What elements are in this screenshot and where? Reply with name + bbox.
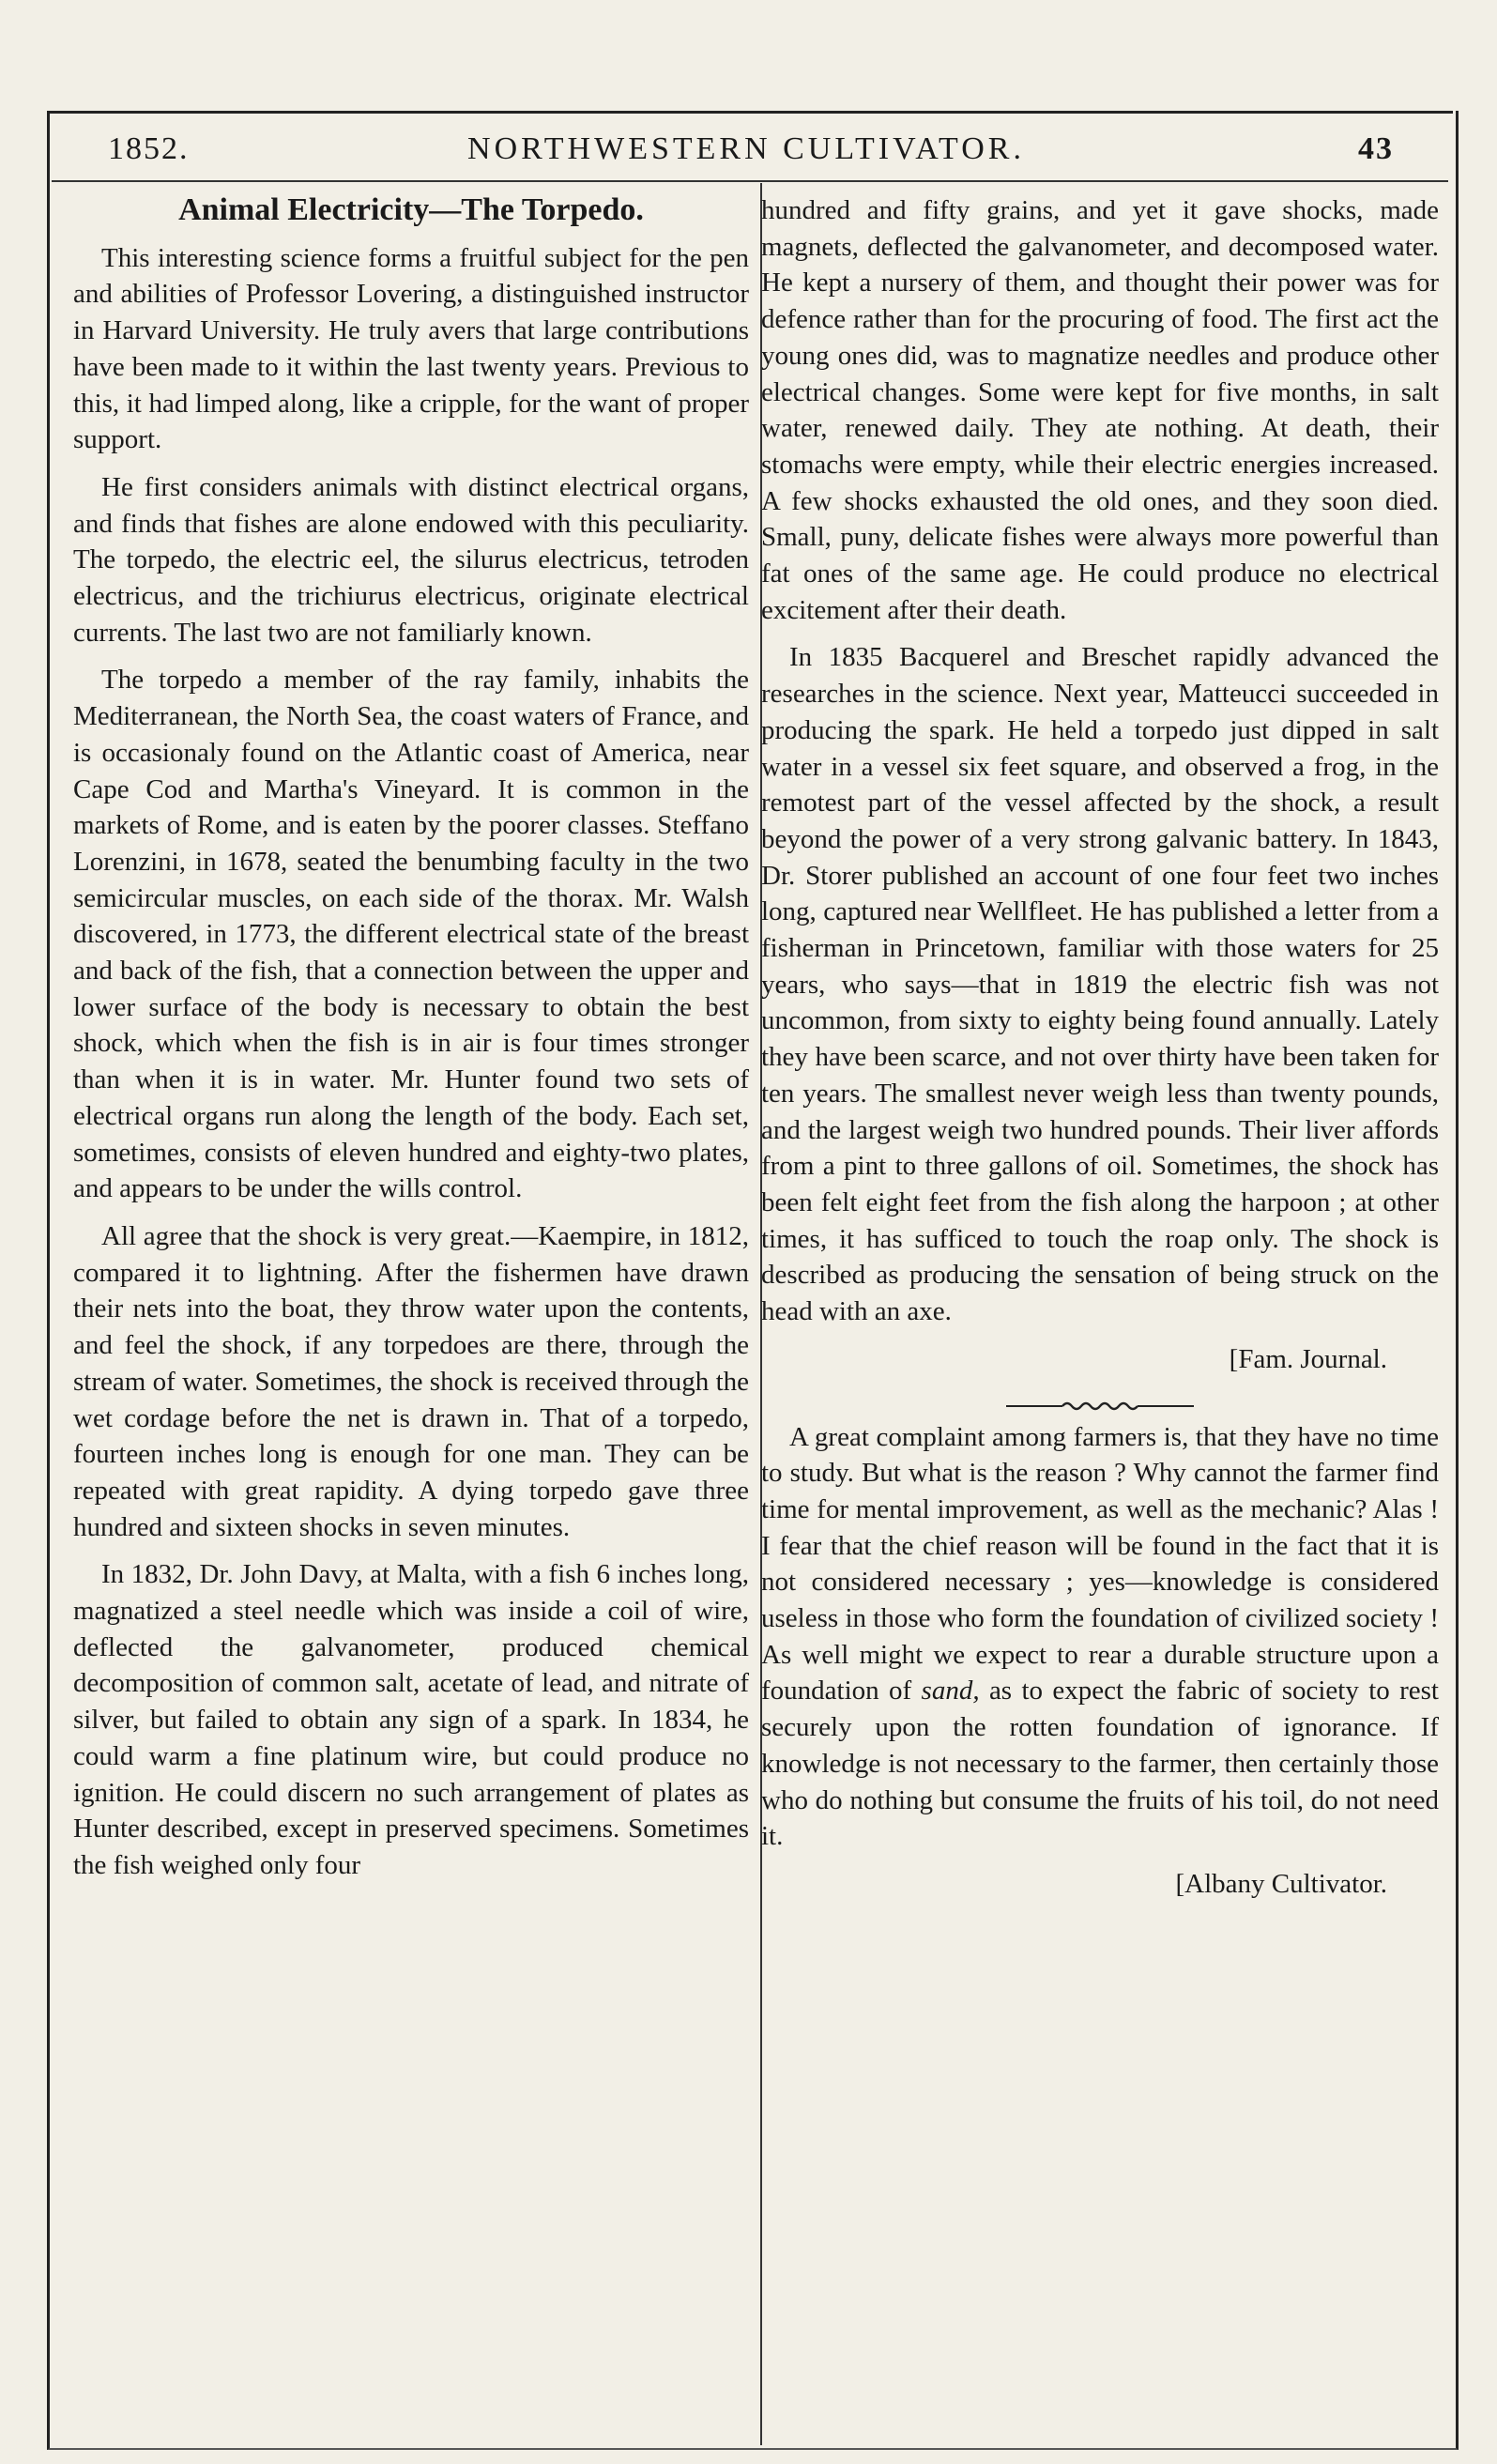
article-title: Animal Electricity—The Torpedo. (178, 192, 644, 227)
article-source: [Fam. Journal. (1229, 1343, 1387, 1374)
top-rule (47, 111, 1453, 114)
article2-paragraph (761, 1419, 1439, 1855)
header-page-number: 43 (1358, 131, 1394, 166)
header-publication: NORTHWESTERN CULTIVATOR. (467, 131, 1025, 166)
article-paragraph: This interesting science forms a fruitful subject for the pen and abilities of Professor Lovering, a distinguished instructor in Harvard University. He truly avers that large contributions have been made to it within the last twenty years. Previous to this, it had limped along, like a cripple, for the want of proper support. (73, 242, 749, 455)
article-paragraph: The torpedo a member of the ray family, inhabits the Mediterranean, the North Sea, the coast waters of France, and is occasionaly found on the Atlantic coast of America, near Cape Cod and Martha's Vineyard. It is common in the markets of Rome, and is eaten by the poorer classes. Steffano Lorenzini, in 1678, seated the benumbing faculty in the two semicircular muscles, on each side of the thorax. Mr. Walsh discovered, in 1773, the different electrical state of the breast and back of the fish, that a connection between the upper and lower surface of the body is necessary to obtain the best shock, which when the fish is in air is four times stronger than when it is in water. Mr. Hunter found two sets of electrical organs run along the length of the body. Each set, sometimes, consists of eleven hundred and eighty-two plates, and appears to be under the wills control. (73, 665, 749, 1204)
header-year: 1852. (108, 131, 190, 166)
section-divider-ornament (761, 1387, 1439, 1406)
article-paragraph: All agree that the shock is very great.—Kaempire, in 1812, compared it to lightning. After the fishermen have drawn their nets into the boat, they throw water upon the contents, and feel the shock, if any torpedoes are there, through the stream of water. Sometimes, the shock is received through the wet cordage before the net is drawn in. That of a torpedo, fourteen inches long is enough for one man. They can be repeated with great rapidity. A dying torpedo gave three hundred and sixteen shocks in seven minutes. (73, 1220, 749, 1542)
header-rule (52, 180, 1448, 182)
article-paragraph: In 1832, Dr. John Davy, at Malta, with a fish 6 inches long, magnatized a steel needle which was inside a coil of wire, deflected the galvanometer, produced chemical decomposition of common salt, acetate of lead, and nitrate of silver, but failed to obtain any sign of a spark. In 1834, he could warm a fine platinum wire, but could produce no ignition. He could discern no such arrangement of plates as Hunter described, except in preserved specimens. Sometimes the fish weighed only four (73, 1559, 749, 1880)
article-paragraph: He first considers animals with distinct electrical organs, and finds that fishes are alone endowed with this peculiarity. The torpedo, the electric eel, the silurus electricus, tetroden electricus, and the trichiurus electricus, originate electrical currents. The last two are not familiarly known. (73, 471, 749, 648)
left-column (73, 192, 749, 1884)
article-paragraph-continued: hundred and fifty grains, and yet it gave shocks, made magnets, deflected the galvanometer, and decomposed water. He kept a nursery of them, and thought their power was for defence rather than for the procuring of food. The first act the young ones did, was to magnatize needles and produce other electrical changes. Some were kept for five months, in salt water, renewed daily. They ate nothing. At death, their stomachs were empty, while their electric energies increased. A few shocks exhausted the old ones, and they soon died. Small, puny, delicate fishes were always more powerful than fat ones of the same age. He could produce no electrical excitement after their death. (761, 195, 1439, 625)
right-column (761, 192, 1439, 1903)
article2-text-start: A great complaint among farmers is, that they have no time to study. But what is the reason ? Why cannot the farmer find time for mental improvement, as well as the mechanic? Alas ! I fear that the chief reason will be found in the fact that it is not considered necessary ; yes—knowledge is considered useless in those who form the foundation of civilized society ! As well might we expect to rear a durable structure upon a foundation of (761, 1421, 1439, 1706)
article2-text-end: as to expect the fabric of society to rest securely upon the rotten foundation of ignorance. If knowledge is not necessary to the farmer, then certainly those who do nothing but consume the fruits of his toil, do not need it. (761, 1676, 1439, 1852)
article-paragraph: In 1835 Bacquerel and Breschet rapidly advanced the researches in the science. Next year, Matteucci succeeded in producing the spark. He held a torpedo just dipped in salt water in a vessel six feet square, and observed a frog, in the remotest part of the vessel affected by the shock, a result beyond the power of a very strong galvanic battery. In 1843, Dr. Storer published an account of one four feet two inches long, captured near Wellfleet. He has published a letter from a fisherman in Princetown, familiar with those waters for 25 years, who says—that in 1819 the electric fish was not uncommon, from sixty to eighty being found annually. Lately they have been scarce, and not over thirty have been taken for ten years. The smallest never weigh less than twenty pounds, and the largest weigh two hundred pounds. Their liver affords from a pint to three gallons of oil. Sometimes, the shock has been felt eight feet from the fish along the harpoon ; at other times, it has sufficed to touch the roap only. The shock is described as producing the sensation of being struck on the head with an axe. (761, 642, 1439, 1327)
page-header (89, 124, 1403, 171)
article2-italic-word: sand, (921, 1676, 980, 1706)
article2-source: [Albany Cultivator. (1175, 1868, 1387, 1899)
